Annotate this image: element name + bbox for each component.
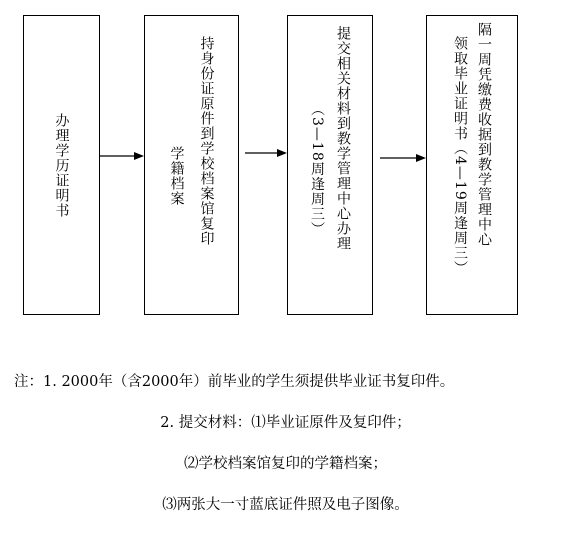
step2-text-right: 持身份证原件到学校档案馆复印	[198, 36, 215, 246]
arrow-3	[380, 152, 426, 164]
step4-text-left: 领取毕业证明书（4—19周逢周三）	[452, 36, 468, 276]
step2-text-left: 学籍档案	[168, 146, 185, 206]
note-line-1: 注：1. 2000年（含2000年）前毕业的学生须提供毕业证书复印件。	[14, 374, 455, 390]
step4-text-right: 隔一周凭缴费收据到教学管理中心	[476, 22, 492, 247]
step3-text-right: 提交相关材料到教学管理中心办理	[335, 26, 351, 251]
note-line-4: ⑶两张大一寸蓝底证件照及电子图像。	[162, 497, 409, 513]
note-line-2: 2. 提交材料：⑴毕业证原件及复印件；	[160, 415, 411, 431]
step3-text-left: （3—18周逢周三）	[309, 102, 325, 237]
note-line-3: ⑵学校档案馆复印的学籍档案；	[184, 456, 387, 472]
step-box-collect	[426, 15, 518, 315]
arrow-1	[100, 150, 144, 162]
arrow-2	[245, 147, 287, 159]
step1-text: 办理学历证明书	[53, 112, 70, 218]
step-box-apply	[23, 15, 100, 315]
step-box-submit	[287, 15, 373, 315]
step-box-archive	[144, 15, 239, 315]
